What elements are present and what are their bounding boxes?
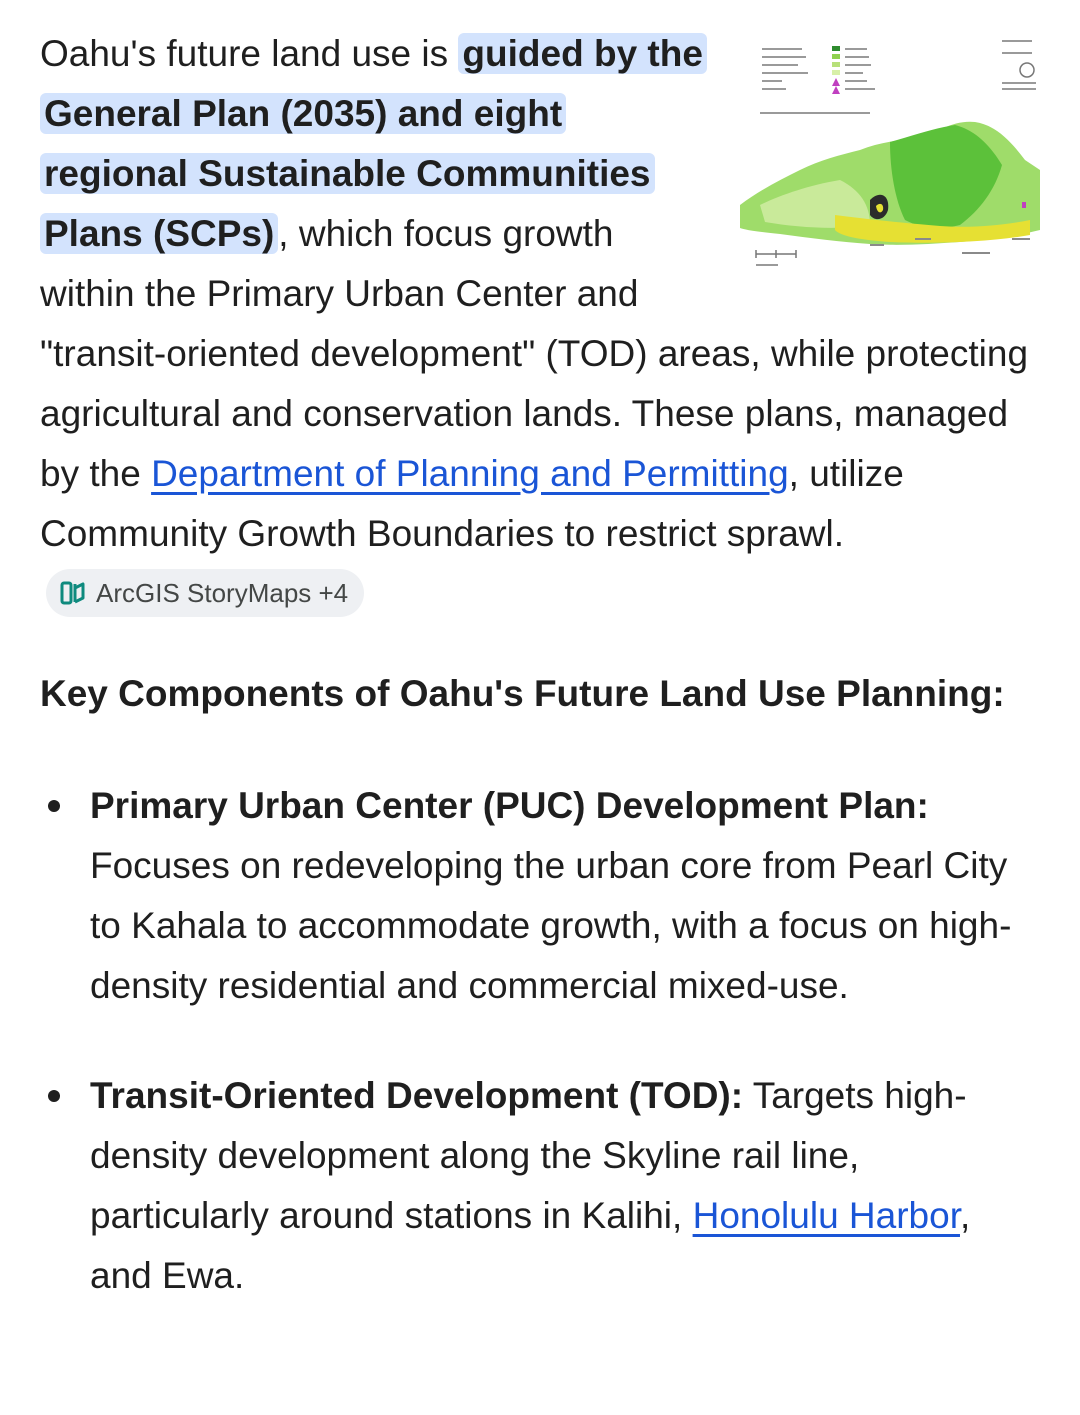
section-heading: Key Components of Oahu's Future Land Use Planning: [40, 673, 1005, 714]
list-item-tod [40, 1066, 1040, 1306]
list-item-puc [40, 776, 1040, 1016]
intro-text-middle: , which focus growth within the Primary Urban Center and "transit-oriented development" (TOD) areas, while protecting agricultural and conservation lands. These plans, managed by the [40, 213, 1029, 494]
land-use-map-thumbnail[interactable] [740, 30, 1040, 270]
intro-text-after: , utilize Community Growth Boundaries to restrict sprawl. [40, 453, 904, 554]
intro-text-before: Oahu's future land use is [40, 33, 459, 74]
list-item-text-end: , and Ewa. [90, 1195, 971, 1296]
list-item-text: Focuses on redeveloping the urban core from Pearl City to Kahala to accommodate growth, with a focus on high-density residential and commercial mixed-use. [90, 845, 1012, 1006]
storymaps-icon [58, 578, 88, 608]
list-item-term: Primary Urban Center (PUC) Development Plan: [90, 785, 929, 826]
bullet [48, 800, 60, 812]
dpp-link[interactable]: Department of Planning and Permitting [151, 453, 789, 494]
intro-highlighted-text: guided by the General Plan (2035) and eight regional Sustainable Communities Plans (SCPs) [40, 33, 707, 254]
components-list [40, 776, 1040, 1306]
answer-content [40, 24, 1040, 1356]
map-image [740, 30, 1040, 270]
source-chip-label: ArcGIS StoryMaps +4 [96, 578, 349, 609]
list-item-text: Targets high-density development along the Skyline rail line, particularly around stations in Kalihi, [90, 1075, 967, 1236]
source-chip[interactable] [46, 569, 364, 617]
bullet [48, 1090, 60, 1102]
honolulu-harbor-link[interactable]: Honolulu Harbor [692, 1195, 960, 1236]
list-item-term: Transit-Oriented Development (TOD): [90, 1075, 744, 1116]
